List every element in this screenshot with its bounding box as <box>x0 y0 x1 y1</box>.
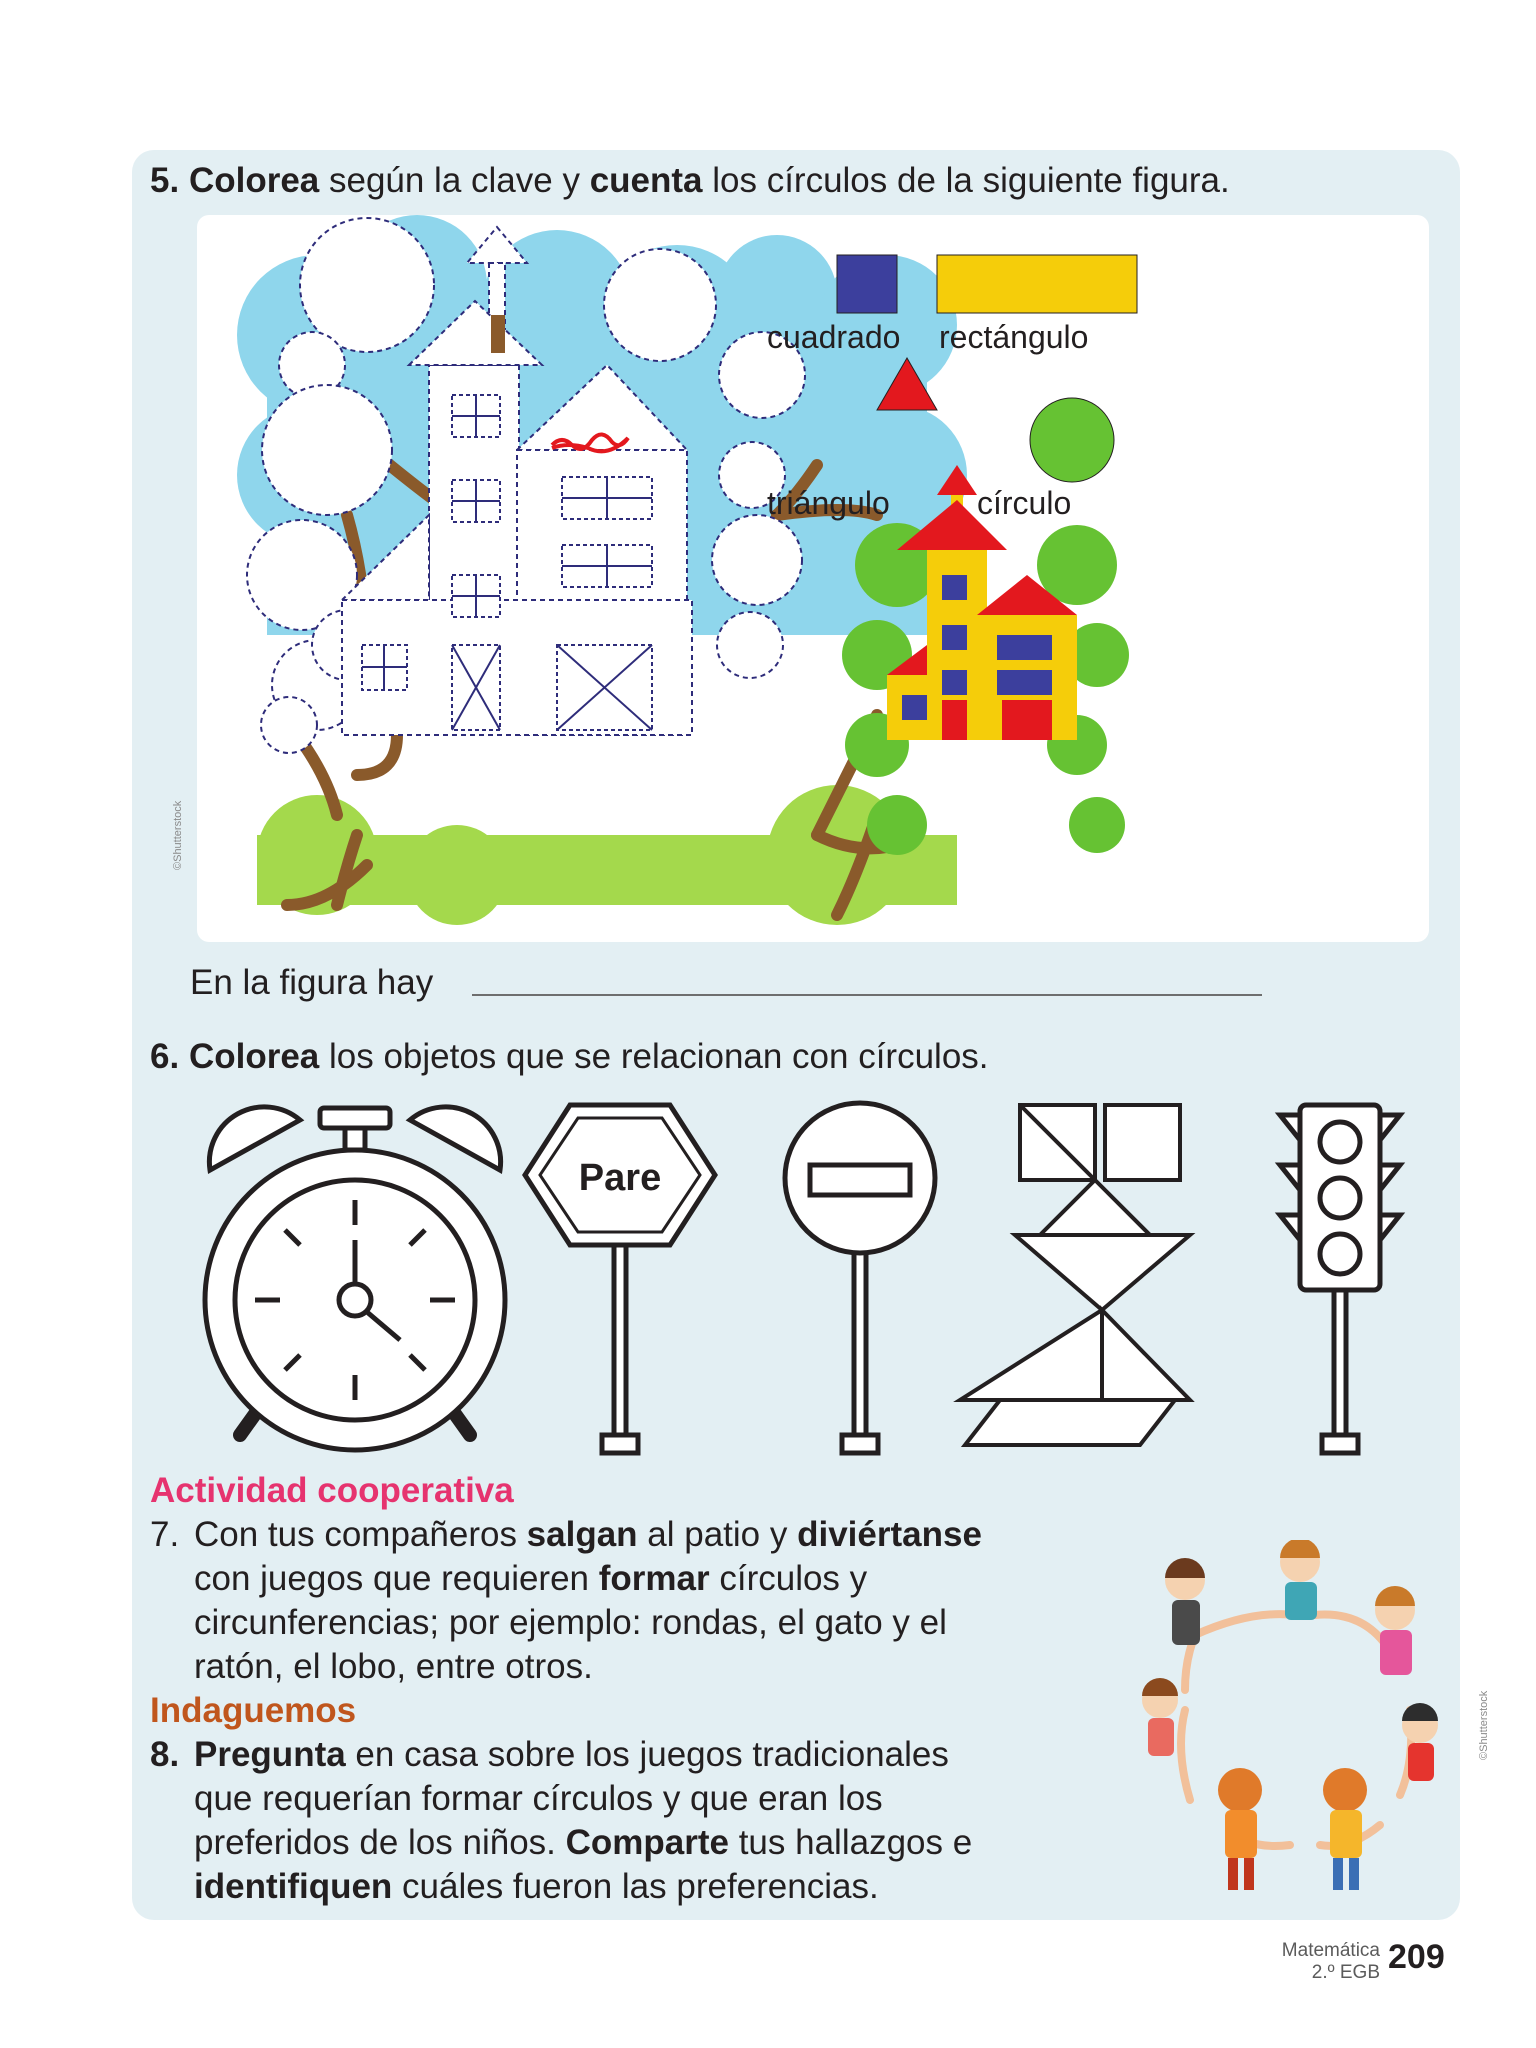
activity-7-line-4: ratón, el lobo, entre otros. <box>194 1647 593 1686</box>
activity-6-instruction: 6. Colorea los objetos que se relacionan con círculos. <box>150 1037 989 1076</box>
activity-8-number: 8. <box>150 1735 180 1774</box>
traffic-light-icon[interactable] <box>1280 1105 1400 1453</box>
objects-to-color <box>190 1100 1440 1470</box>
key-circle <box>1030 398 1114 482</box>
footer-grade: 2.º EGB <box>1311 1962 1380 1983</box>
tangram-figure-icon[interactable] <box>960 1105 1190 1445</box>
children-playing-circle-illustration <box>1130 1540 1450 1900</box>
stop-sign-label: Pare <box>578 1157 662 1199</box>
activity-7-line-3: circunferencias; por ejemplo: rondas, el gato y el <box>194 1603 947 1642</box>
key-rectangle <box>937 255 1137 313</box>
key-circle-label: círculo <box>977 485 1072 521</box>
cooperative-activity-title: Actividad cooperativa <box>150 1471 514 1510</box>
coloring-figure-box <box>197 215 1429 942</box>
alarm-clock-icon[interactable] <box>205 1107 505 1450</box>
page-number: 209 <box>1388 1938 1445 1976</box>
activity-7-line-2: con juegos que requieren formar círculos y <box>194 1559 868 1598</box>
activity-8-line-1: Pregunta en casa sobre los juegos tradicionales <box>194 1735 949 1774</box>
footer-subject: Matemática <box>1281 1940 1380 1961</box>
activity-8-line-4: identifiquen cuáles fueron las preferencias. <box>194 1867 879 1906</box>
inquiry-title: Indaguemos <box>150 1691 357 1730</box>
image-credit-2: ©Shutterstock <box>1478 1690 1490 1760</box>
key-square-label: cuadrado <box>767 319 901 355</box>
activity-8-line-2: que requerían formar círculos y que eran los <box>194 1779 883 1818</box>
key-square <box>837 255 897 313</box>
answer-input-line[interactable] <box>472 994 1262 996</box>
image-credit-1: ©Shutterstock <box>172 800 184 870</box>
key-rectangle-label: rectángulo <box>939 319 1089 355</box>
key-triangle-label: triángulo <box>767 485 890 521</box>
activity-5-instruction: 5. Colorea según la clave y cuenta los círculos de la siguiente figura. <box>150 161 1230 200</box>
activity-7-number: 7. <box>150 1515 180 1554</box>
answer-prompt: En la figura hay <box>190 963 434 1002</box>
no-entry-sign-icon[interactable] <box>785 1103 935 1453</box>
activity-7-line-1: Con tus compañeros salgan al patio y diviértanse <box>194 1515 982 1554</box>
activity-8-line-3: preferidos de los niños. Comparte tus hallazgos e <box>194 1823 973 1862</box>
